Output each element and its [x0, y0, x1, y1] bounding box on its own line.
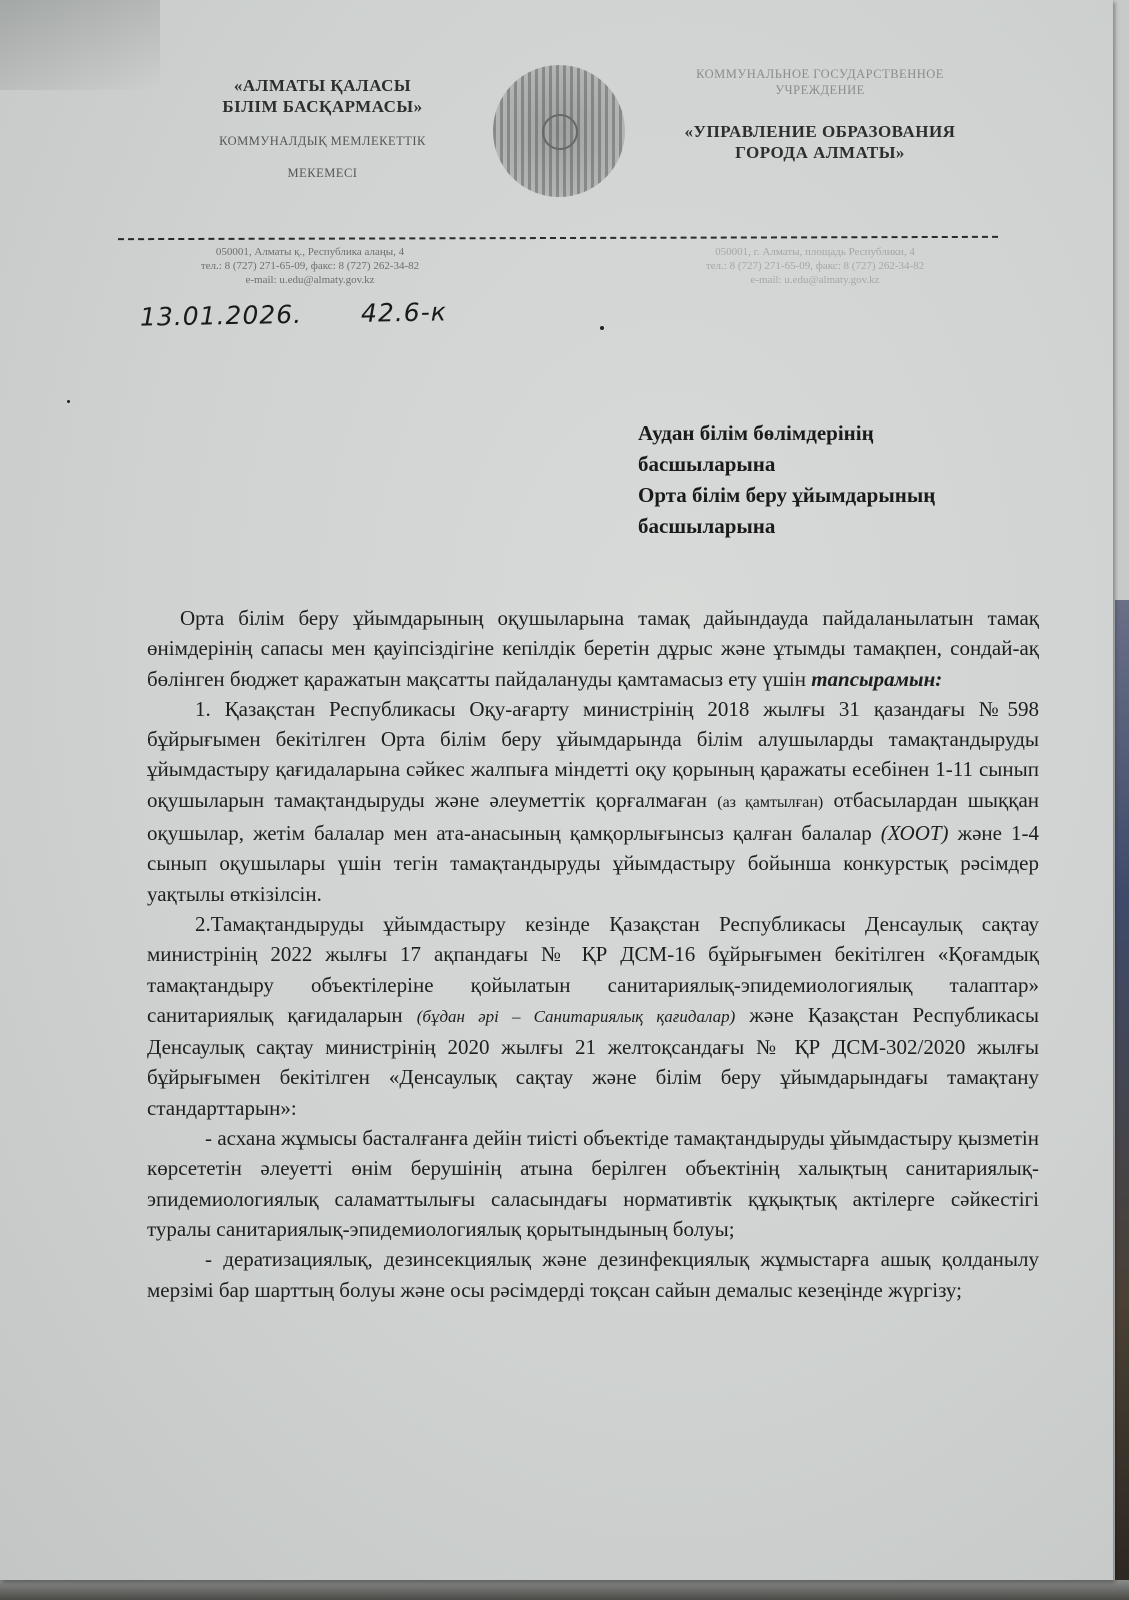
org-name-kz-line2: БІЛІМ БАСҚАРМАСЫ» [222, 97, 423, 116]
addressee-line1: Аудан білім бөлімдерінің [638, 421, 874, 445]
org-type-ru-line1: КОММУНАЛЬНОЕ ГОСУДАРСТВЕННОЕ [696, 67, 944, 81]
address-kz-line3: e-mail: u.edu@almaty.gov.kz [245, 274, 375, 286]
instruction-keyword: тапсырамын: [811, 666, 943, 691]
registration-number: 42.6-к [360, 297, 448, 328]
org-name-kz-line1: «АЛМАТЫ ҚАЛАСЫ [233, 76, 412, 95]
page-shadow [0, 0, 160, 90]
registration-date: 13.01.2026. [139, 299, 303, 332]
address-kz-line2: тел.: 8 (727) 271-65-09, факс: 8 (727) 262-34-82 [200, 260, 420, 272]
addressee-line4: басшыларына [638, 514, 776, 538]
letter-body [147, 603, 1039, 1305]
addressee-line2: басшыларына [638, 452, 776, 476]
ink-speck [600, 326, 604, 330]
org-type-kz-line1: КОММУНАЛДЫҚ МЕМЛЕКЕТТІК [219, 134, 426, 148]
p2-text-a: 2.Тамақтандыруды ұйымдастыру кезінде Қазақстан Республикасы Денсаулық сақтау министрінің 2022 жылғы 17 ақпандағы № ҚР ДСМ-16 бұйрығымен бекітілген «Қоғамдық тамақтандыру объектілеріне қойылатын санитариялық-эпидемиологиялық талаптар» санитариялық қағидаларын [147, 911, 1039, 1027]
emblem-center-ring [542, 114, 578, 150]
ink-speck [67, 400, 70, 403]
letterhead-divider [118, 236, 998, 240]
address-kazakh [140, 245, 480, 287]
letterhead-kazakh [150, 75, 495, 181]
p1-text-a: 1. Қазақстан Республикасы Оқу-ағарту министрінің 2018 жылғы 31 қазандағы №598 бұйрығымен бекітілген Орта білім беру ұйымдарында білім алушыларды тамақтандыруды ұйымдастыру қағидаларына сәйкес жалпыға міндетті оқу қорының қаражаты есебінен 1-11 сынып оқушыларын тамақтандыруды және әлеуметтік қорғалмаған [147, 696, 1039, 812]
address-ru-line2: тел.: 8 (727) 271-65-09, факс: 8 (727) 262-34-82 [705, 260, 925, 272]
bullet-item-1: - асхана жұмысы басталғанға дейін тиісті объектіде тамақтандыруды ұйымдастыру қызметін көрсететін әлеуетті өнім берушінің атына берілген объектінің халықтың санитариялық-эпидемиологиялық саламаттылығы саласындағы нормативтік құқықтық актілерге сәйкестігі туралы санитариялық-эпидемиологиялық қорытындының болуы; [147, 1126, 1039, 1241]
paragraph-2 [147, 909, 1039, 1123]
intro-paragraph [147, 603, 1039, 694]
intro-text: Орта білім беру ұйымдарының оқушыларына тамақ дайындауда пайдаланылатын тамақ өнімдерінің сапасы мен қауіпсіздігіне кепілдік беретін дұрыс және ұтымды тамақпен, сондай-ақ бөлінген бюджет қаражатын мақсатты пайдалануды қамтамасыз ету үшін [147, 606, 1039, 691]
underlying-page-edge [1115, 600, 1129, 1600]
p1-text-b: отбасылардан шыққан оқушылар, жетім балалар мен ата-анасының қамқорлығынсыз қалған балалар [147, 787, 1039, 846]
address-kz-line1: 050001, Алматы қ., Республика алаңы, 4 [215, 246, 405, 258]
p1-text-c: және 1-4 сынып оқушылары үшін тегін тамақтандыруды ұйымдастыру бойынша конкурстық рәсімдер уақтылы өткізілсін. [147, 821, 1040, 906]
state-emblem-icon [493, 65, 625, 197]
address-ru-line1: 050001, г. Алматы, площадь Республики, 4 [715, 246, 915, 258]
p1-abbreviation: (ХООТ) [880, 821, 949, 846]
p1-parenthetical: (аз қамтылған) [717, 793, 824, 811]
org-name-ru-line2: ГОРОДА АЛМАТЫ» [735, 143, 905, 162]
bullet-item-2: - дератизациялық, дезинсекциялық және дезинфекциялық жұмыстарға ашық қолданылу мерзімі бар шарттың болуы және осы рәсімдерді тоқсан сайын демалыс кезеңінде жүргізу; [147, 1247, 1039, 1302]
address-russian [650, 245, 980, 287]
letterhead-russian [630, 66, 1010, 163]
p2-definition: (бұдан әрі – Санитариялық қағидалар) [416, 1006, 736, 1026]
page-bottom-edge [0, 1580, 1129, 1600]
org-type-kz-line2: МЕКЕМЕСІ [287, 166, 358, 180]
p2-text-b: және Қазақстан Республикасы Денсаулық сақтау министрінің 2020 жылғы 21 желтоқсандағы № ҚР ДСМ-302/2020 жылғы бұйрығымен бекітілген «Денсаулық сақтау және білім беру ұйымдарындағы тамақтану стандарттарын»: [147, 1002, 1039, 1120]
addressee-line3: Орта білім беру ұйымдарының [638, 483, 936, 507]
address-ru-line3: e-mail: u.edu@almaty.gov.kz [750, 274, 880, 286]
org-type-ru-line2: УЧРЕЖДЕНИЕ [775, 83, 865, 97]
handwritten-registration [140, 297, 447, 331]
addressee-block [638, 418, 1038, 542]
paragraph-1 [147, 694, 1039, 909]
org-name-ru-line1: «УПРАВЛЕНИЕ ОБРАЗОВАНИЯ [684, 122, 956, 141]
